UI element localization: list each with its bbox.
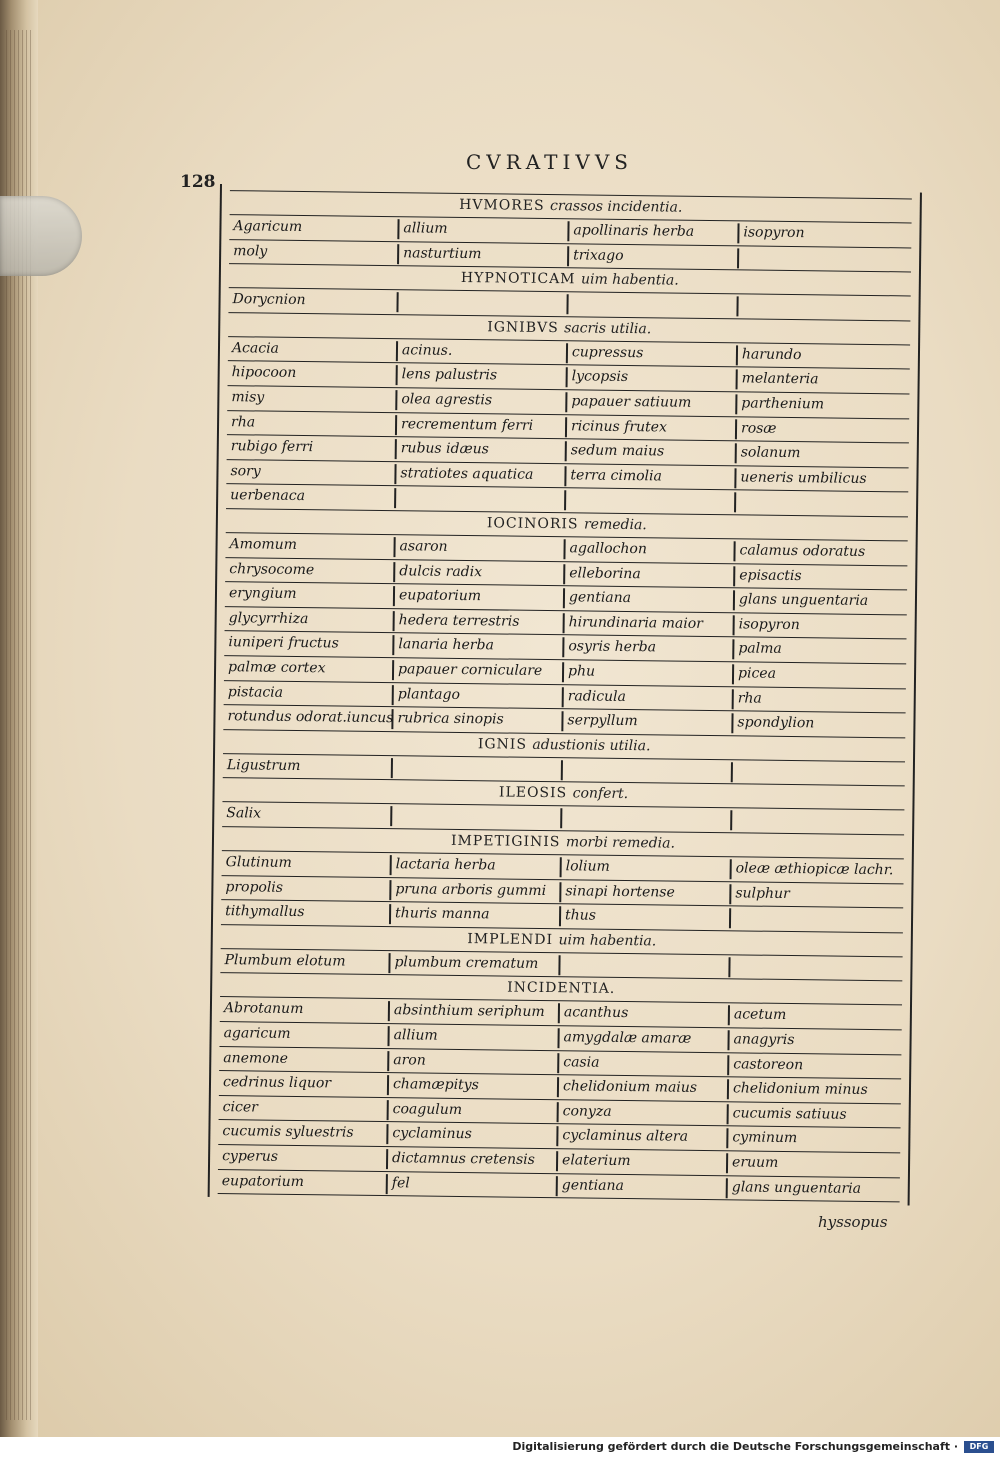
section-heading-caps: IGNIBVS [487,319,559,336]
table-cell: glycyrrhiza [228,609,309,627]
table-cell: spondylion [737,714,815,732]
column-rule [392,636,394,656]
column-rule [387,1075,389,1095]
table-cell: Plumbum elotum [224,951,346,970]
table-cell: oleæ æthiopicæ lachr. [735,860,894,879]
section-heading-caps: HVMORES [459,196,545,214]
column-rule [565,441,567,461]
column-rule [726,1129,728,1149]
column-rule [396,341,398,361]
running-head: CVRATIVVS [466,150,633,174]
column-rule [558,1004,560,1024]
table-cell: palmæ cortex [228,659,326,677]
table-cell: hipocoon [231,364,297,382]
column-rule [386,1149,388,1169]
table-cell: picea [737,665,777,682]
table-cell: plumbum crematum [394,953,539,972]
table-cell: rosæ [740,419,777,437]
table-cell: lanaria herba [398,636,494,654]
column-rule [393,611,395,631]
section-heading-text: crassos incidentia. [549,198,683,216]
table-cell: acetum [733,1006,787,1024]
table-cell: cedrinus liquor [222,1074,332,1092]
page-number: 128 [180,172,216,192]
table-cell: cyclaminus altera [562,1127,689,1146]
section-heading-text: uim habentia. [580,271,679,289]
table-cell: plantago [397,685,461,703]
column-rule [556,1176,558,1196]
table-cell: dictamnus cretensis [392,1150,535,1168]
section-heading-text: uim habentia. [558,931,657,950]
table-cell: Acacia [231,339,280,357]
column-rule [734,468,736,488]
column-rule [558,955,560,975]
section-heading-text: morbi remedia. [565,834,676,852]
table-cell: rha [230,413,256,431]
column-rule [561,760,563,780]
table-cell: palma [738,640,782,658]
table-cell: lycopsis [571,368,629,386]
section-heading-caps: IMPETIGINIS [450,832,561,851]
column-rule [563,588,565,608]
column-rule [735,443,737,463]
column-rule [737,223,739,243]
column-rule [561,711,563,731]
table-cell: glans unguentaria [731,1178,862,1197]
column-rule [736,370,738,390]
table-cell: pruna arboris gummi [395,880,547,899]
column-rule [729,908,731,928]
table-cell: sinapi hortense [565,882,675,901]
table-cell: stratiotes aquatica [400,465,534,483]
column-rule [731,762,733,782]
column-rule [730,859,732,879]
table-cell: pistacia [227,683,284,701]
table-cell: absinthium seriphum [393,1002,545,1021]
column-rule [563,613,565,633]
column-rule [564,466,566,486]
section-heading-text: remedia. [583,516,647,534]
column-rule [563,564,565,584]
column-rule [560,857,562,877]
column-rule [393,562,395,582]
column-rule [396,292,398,312]
column-rule [557,1102,559,1122]
table-cell: propolis [225,878,284,896]
section-heading-text: sacris utilia. [564,320,652,338]
section-heading-caps: HYPNOTICAM [460,270,576,288]
table-cell: sedum maius [570,442,665,460]
table-cell: serpyllum [567,712,638,730]
column-rule [393,586,395,606]
table-cell: ueneris umbilicus [740,469,867,487]
column-rule [386,1124,388,1144]
column-rule [732,689,734,709]
table-cell: moly [233,242,268,260]
table-cell: isopyron [743,224,805,242]
column-rule [732,664,734,684]
table-cell: nasturtium [403,244,482,262]
table-cell: cyclaminus [392,1125,472,1143]
section-heading-caps: ILEOSIS [498,784,568,802]
table-cell: uerbenaca [230,487,306,505]
column-rule [391,758,393,778]
table-cell: agaricum [223,1025,291,1042]
table-cell: papauer corniculare [397,661,543,679]
table-cell: radicula [567,687,627,705]
table-cell: lactaria herba [395,856,496,874]
column-rule [565,392,567,412]
section-heading-text: confert. [572,785,629,803]
table-cell: sory [230,462,261,480]
catchword: hyssopus [818,1213,888,1231]
table-cell: isopyron [738,616,800,633]
column-rule [389,880,391,900]
page-clip [0,196,82,276]
column-rule [387,1100,389,1120]
table-cell: eruum [731,1154,779,1171]
table-cell: misy [231,389,265,406]
column-rule [736,345,738,365]
table-cell: trixago [573,246,624,264]
table-cell: dulcis radix [399,562,483,580]
table-cell: eupatorium [398,587,482,605]
column-rule [735,419,737,439]
table-cell: thuris manna [395,905,490,923]
table-cell: eupatorium [221,1172,305,1190]
column-rule [733,615,735,635]
table-cell: osyris herba [568,638,657,656]
column-rule [566,343,568,363]
column-rule [563,539,565,559]
table-cell: episactis [739,566,802,584]
column-rule [733,566,735,586]
table-cell: tithymallus [225,903,305,921]
table-cell: sulphur [735,884,790,902]
column-rule [559,882,561,902]
table-cell: agallochon [569,540,648,558]
dfg-logo: DFG [964,1441,994,1453]
column-rule [734,493,736,513]
column-rule [562,638,564,658]
table-cell: terra cimolia [570,467,662,485]
table-cell: papauer satiuum [571,393,692,411]
table-cell: aron [393,1051,426,1069]
column-rule [395,415,397,435]
column-rule [397,219,399,239]
column-rule [733,590,735,610]
table-cell: cyperus [222,1148,279,1165]
column-rule [567,221,569,241]
table-cell: Ligustrum [226,756,301,774]
section-heading-caps: IOCINORIS [486,515,579,533]
column-rule [559,906,561,926]
section-heading-caps: IGNIS [477,735,528,753]
table-cell: eryngium [228,585,297,603]
table-cell: recrementum ferri [400,415,534,434]
table-cell: amygdalæ amaræ [563,1029,692,1047]
column-rule [557,1053,559,1073]
table-cell: melanteria [741,370,819,388]
column-rule [562,662,564,682]
column-rule [388,1002,390,1022]
table-cell: lens palustris [401,366,498,384]
column-rule [394,464,396,484]
table-cell: Glutinum [225,854,292,871]
column-rule [727,1079,729,1099]
table-cell: rubrica sinopis [397,710,504,728]
column-rule [566,294,568,314]
table-cell: ricinus frutex [570,417,668,436]
column-rule [562,687,564,707]
table-cell: parthenium [741,395,825,413]
table-cell: anagyris [733,1031,795,1049]
table-cell: chamæpitys [392,1076,479,1094]
table-cell: glans unguentaria [738,591,869,610]
table-cell: elleborina [569,564,641,582]
column-rule [728,957,730,977]
table-cell: gentiana [568,589,632,607]
section-heading-caps: IMPLENDI [467,930,554,948]
column-rule [557,1028,559,1048]
column-rule [386,1174,388,1194]
column-rule [733,541,735,561]
table-cell: anemone [223,1049,289,1067]
table-cell: allium [393,1027,438,1044]
column-rule [395,390,397,410]
table-cell: fel [391,1174,410,1191]
table-cell: chelidonium minus [732,1080,868,1099]
table-cell: allium [403,220,448,237]
table-cell: iuniperi fructus [228,634,339,652]
table-cell: cupressus [571,344,644,361]
table-cell: hedera terrestris [398,612,520,630]
column-rule [732,640,734,660]
column-rule [392,660,394,680]
herb-table [208,184,922,1206]
table-cell: chrysocome [229,560,315,578]
column-rule [735,394,737,414]
table-cell: Agaricum [233,218,303,236]
table-cell: castoreon [733,1055,804,1073]
table-cell: gentiana [561,1176,624,1194]
table-cell: acanthus [563,1004,629,1022]
column-rule [737,248,739,268]
table-cell: thus [564,907,597,924]
table-cell: rubigo ferri [230,438,314,456]
column-rule [728,1006,730,1026]
table-cell: cucumis syluestris [222,1123,354,1142]
table-cell: asaron [399,538,448,555]
column-rule [727,1030,729,1050]
column-rule [392,685,394,705]
table-cell: solanum [740,444,801,462]
table-cell: casia [563,1053,600,1071]
column-rule [565,417,567,437]
table-cell: rotundus odorat.iuncus [227,708,394,727]
column-rule [393,537,395,557]
column-rule [387,1026,389,1046]
table-cell: phu [567,663,596,680]
column-rule [390,807,392,827]
column-rule [556,1127,558,1147]
table-cell: chelidonium maius [562,1078,698,1097]
column-rule [396,366,398,386]
table-cell: Abrotanum [223,1000,304,1018]
section-heading-caps: INCIDENTIA. [507,979,616,998]
column-rule [556,1151,558,1171]
column-rule [390,855,392,875]
column-rule [736,297,738,317]
column-rule [727,1104,729,1124]
section-heading-text: adustionis utilia. [532,736,651,755]
table-cell: cyminum [732,1129,798,1147]
footer-bar [0,1437,1000,1457]
table-cell: hirundinaria maior [568,614,703,632]
table-cell: cucumis satiuus [732,1105,847,1123]
table-cell: elaterium [562,1152,631,1170]
column-rule [389,904,391,924]
table-cell: rha [737,689,762,707]
column-rule [731,713,733,733]
column-rule [397,244,399,264]
table-cell: olea agrestis [401,391,493,409]
table-cell: Amomum [229,536,298,553]
table-cell: harundo [741,346,802,363]
column-rule [387,1051,389,1071]
column-rule [395,439,397,459]
table-cell: acinus. [401,342,453,359]
column-rule [726,1178,728,1198]
footer-text: Digitalisierung gefördert durch die Deutsche Forschungsgemeinschaft · [512,1440,958,1453]
table-cell: Salix [226,805,262,822]
table-cell: conyza [562,1103,612,1120]
column-rule [560,809,562,829]
column-rule [388,953,390,973]
table-cell: cicer [222,1098,258,1116]
column-rule [564,491,566,511]
table-cell: rubus idæus [400,440,489,458]
column-rule [557,1077,559,1097]
table-cell: calamus odoratus [739,542,866,560]
table-cell: apollinaris herba [573,222,695,240]
column-rule [566,368,568,388]
column-rule [567,246,569,266]
table-cell: lolium [565,858,610,875]
column-rule [394,489,396,509]
column-rule [727,1055,729,1075]
column-rule [730,811,732,831]
table-cell: Dorycnion [232,291,306,309]
table-cell: coagulum [392,1100,463,1118]
column-rule [726,1153,728,1173]
column-rule [729,884,731,904]
